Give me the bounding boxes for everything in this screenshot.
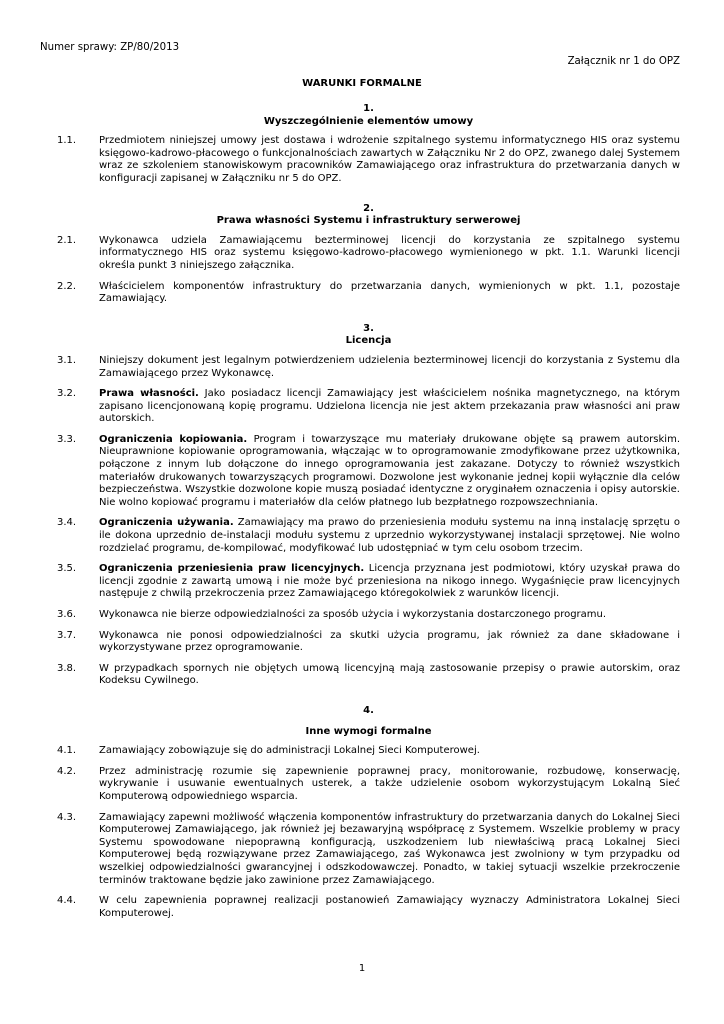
clause-number: 3.5. [57, 563, 77, 575]
clause-body: Przedmiotem niniejszej umowy jest dostawa i wdrożenie szpitalnego systemu informatycznego HIS oraz systemu księgowo-kadrowo-płacowego o funkcjonalnościach zawartych w Załączniku Nr 2 do OPZ, zwanego dalej Systemem wraz ze szkoleniem stanowiskowym pracowników Zamawiającego oraz infrastruktura do przetwarzania danych w konfiguracji zapisanej w Załączniku nr 5 do OPZ. [99, 135, 680, 184]
clause-number: 4.2. [57, 765, 77, 777]
clause-text [99, 663, 680, 688]
clause-heading: Prawa własności. [99, 388, 199, 400]
clause-item [57, 895, 680, 920]
clause-text [99, 766, 680, 804]
clause-number: 1.1. [57, 135, 77, 147]
clause-item [57, 235, 680, 273]
clause-heading: Ograniczenia przeniesienia praw licencyjnych. [99, 563, 365, 575]
clause-body: Wykonawca nie ponosi odpowiedzialności za skutki użycia programu, jak również za dane składowane i wykorzystywane przez oprogramowanie. [99, 629, 680, 654]
clause-item [57, 355, 680, 380]
clause-body: Jako posiadacz licencji Zamawiający jest właścicielem nośnika magnetycznego, na którym zapisano licencjonowaną kopię programu. Udzielona licencja nie jest aktem przekazania praw własności ani praw autorskich. [99, 388, 680, 425]
clause-text [99, 517, 680, 555]
clause-number: 3.8. [57, 662, 77, 674]
clause-body: Niniejszy dokument jest legalnym potwierdzeniem udzielenia bezterminowej licencji do korzystania z Systemu dla Zamawiającego przez Wykonawcę. [99, 354, 680, 379]
clause-item [57, 630, 680, 655]
clause-item [57, 745, 680, 758]
clause-body: Zamawiający ma prawo do przeniesienia modułu systemu na inną instalację sprzętu o ile dokona uprzednio de-instalacji modułu systemu z uprzednio wykorzystywanej instalacji sprzętowej. Nie wolno rozdzielać programu, de-kompilować, modyfikować lub udostępniać w tym celu osobom trzecim. [99, 517, 680, 554]
clause-text [99, 745, 680, 758]
clause-number: 3.6. [57, 609, 77, 620]
clause-item [57, 766, 680, 804]
clause-text [99, 355, 680, 380]
clause-item [57, 563, 680, 601]
section-title: Licencja [345, 335, 392, 347]
document-title: WARUNKI FORMALNE [302, 78, 422, 89]
clause-body: Wykonawca nie bierze odpowiedzialności za sposób użycia i wykorzystania dostarczonego programu. [99, 609, 607, 620]
document-body [57, 103, 680, 928]
clause-body: Zamawiający zobowiązuje się do administracji Lokalnej Sieci Komputerowej. [99, 745, 480, 757]
clause-number: 2.1. [57, 234, 77, 246]
clause-body: W przypadkach spornych nie objętych umową licencyjną mają zastosowanie przepisy o prawie autorskim, oraz Kodeksu Cywilnego. [99, 662, 680, 687]
section-gap [57, 194, 680, 203]
clause-body: Przez administrację rozumie się zapewnienie poprawnej pracy, monitorowanie, rozbudowę, konserwację, wykrywanie i usuwanie ewentualnych usterek, a także udzielenie osobom wykorzystującym Lokalną Sieć Komputerową odpowiedniego wsparcia. [99, 765, 680, 802]
clause-item [57, 281, 680, 306]
clause-text [99, 434, 680, 510]
clause-item [57, 609, 680, 622]
clause-text [99, 609, 680, 622]
clause-number: 3.1. [57, 354, 77, 366]
clause-text [99, 235, 680, 273]
clause-heading: Ograniczenia używania. [99, 517, 234, 529]
clause-item [57, 135, 680, 185]
clause-body: Właścicielem komponentów infrastruktury do przetwarzania danych, wymienionych w pkt. 1.1, pozostaje Zamawiający. [99, 280, 680, 305]
case-number: Numer sprawy: ZP/80/2013 [40, 42, 180, 53]
clause-text [99, 563, 680, 601]
clause-text [99, 812, 680, 888]
section-title: Prawa własności Systemu i infrastruktury serwerowej [216, 215, 521, 227]
clause-number: 4.1. [57, 745, 77, 757]
clause-number: 3.4. [57, 517, 77, 529]
clause-text [99, 630, 680, 655]
clause-number: 3.3. [57, 433, 77, 445]
section-number: 4. [363, 704, 374, 716]
clause-item [57, 517, 680, 555]
clause-number: 3.7. [57, 629, 77, 641]
clause-item [57, 812, 680, 888]
section-gap [57, 314, 680, 323]
clause-number: 4.4. [57, 895, 77, 907]
section-title: Wyszczególnienie elementów umowy [263, 115, 474, 127]
clause-text [99, 281, 680, 306]
section-number: 3. [363, 322, 374, 334]
section-number: 1. [363, 103, 374, 114]
clause-heading: Ograniczenia kopiowania. [99, 433, 248, 445]
section-title: Inne wymogi formalne [305, 725, 432, 737]
clause-text [99, 895, 680, 920]
clause-item [57, 663, 680, 688]
attachment-label: Załącznik nr 1 do OPZ [567, 56, 680, 67]
clause-number: 3.2. [57, 388, 77, 400]
clause-body: Licencja przyznana jest podmiotowi, który uzyskał prawa do licencji zgodnie z zawartą umową i nie może być przeniesiona na nikogo innego. Wygaśnięcie praw licencyjnych następuje z chwilą przekroczenia przez Zamawiającego któregokolwiek z warunków licencji. [99, 563, 680, 600]
clause-body: Program i towarzyszące mu materiały drukowane objęte są prawem autorskim. Nieuprawnione kopiowanie oprogramowania, włączając w to oprogramowanie zmodyfikowane przez użytkownika, połączone z innym lub dołączone do innego oprogramowania jest zakazane. Dotyczy to również wszystkich materiałów drukowanych towarzyszących programowi. Dozwolone jest wykonanie jednej kopii wyłącznie dla celów bezpieczeństwa. Wszystkie dozwolone kopie muszą posiadać identyczne z oryginałem oznaczenia i opisy autorskie. Nie wolno kopiować programu i materiałów dla celów płatnego lub bezpłatnego rozpowszechniania. [99, 433, 680, 508]
clause-number: 2.2. [57, 280, 77, 292]
clause-number: 4.3. [57, 811, 77, 823]
clause-body: Zamawiający zapewni możliwość włączenia komponentów infrastruktury do przetwarzania danych do Lokalnej Sieci Komputerowej Zamawiającego, jak również jej bezawaryjną współpracę z Systemem. Wszelkie problemy w pracy Systemu spowodowane niepoprawną konfiguracją, uszkodzeniem lub niewłaściwą pracą Lokalnej Sieci Komputerowej będą rozwiązywane przez Zamawiającego, zaś Wykonawca jest zwolniony w tym przypadku od wszelkiej odpowiedzialności gwarancyjnej i odszkodowawczej. Ponadto, w takiej sytuacji wszelkie przekroczenie terminów traktowane będzie jako zawinione przez Zamawiającego. [99, 811, 680, 886]
section-number: 2. [363, 202, 374, 214]
clause-item [57, 388, 680, 426]
clause-item [57, 434, 680, 510]
page-number: 1 [358, 963, 366, 974]
clause-text [99, 135, 680, 185]
clause-body: Wykonawca udziela Zamawiającemu bezterminowej licencji do korzystania ze szpitalnego systemu informatycznego HIS oraz systemu księgowo-kadrowo-płacowego wymienionego w pkt. 1.1. Warunki licencji określa punkt 3 niniejszego załącznika. [99, 234, 680, 271]
section-spacer [57, 718, 680, 726]
clause-text [99, 388, 680, 426]
clause-body: W celu zapewnienia poprawnej realizacji postanowień Zamawiający wyznaczy Administratora Lokalnej Sieci Komputerowej. [99, 895, 680, 919]
section-gap [57, 696, 680, 705]
